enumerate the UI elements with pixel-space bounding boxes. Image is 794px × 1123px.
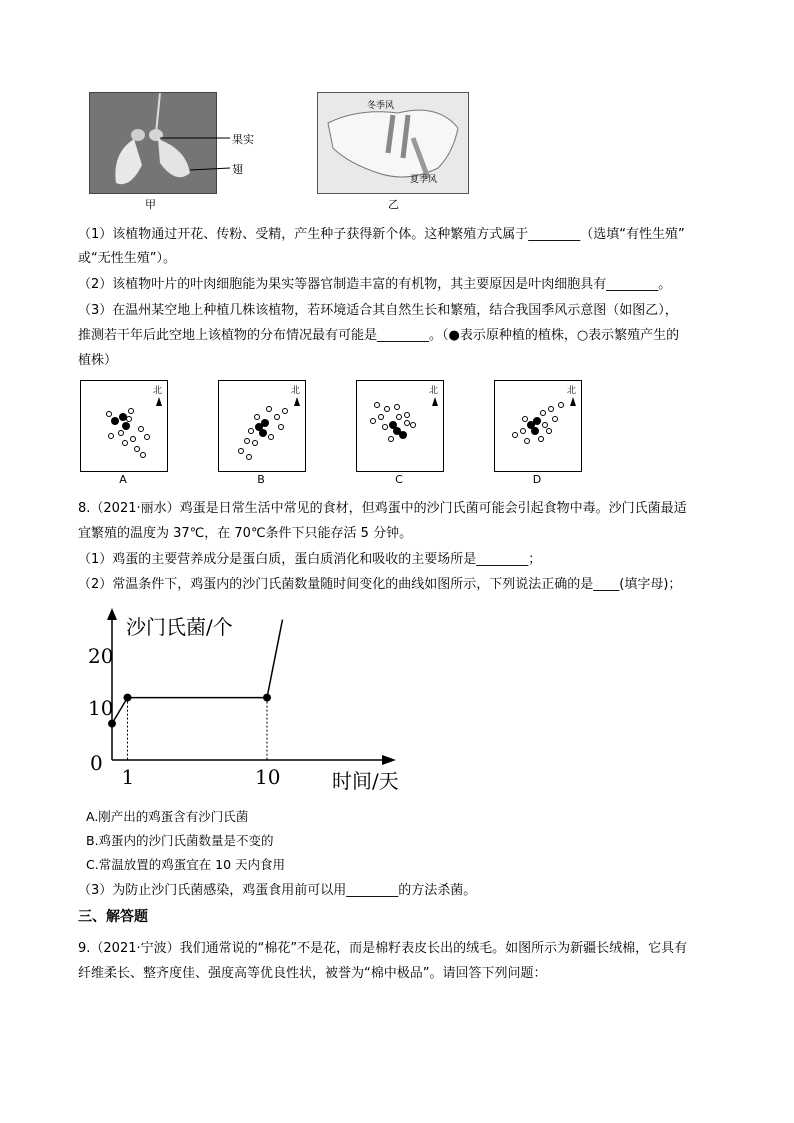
q7-sub1-line2: 或“无性生殖”）。 [78, 251, 176, 266]
q7-sub3-line2: 推测若干年后此空地上该植物的分布情况最有可能是________。（●表示原种植的植株，○表示繁殖产生的 [78, 328, 680, 343]
y-axis-label: 沙门氏菌/个 [126, 615, 233, 639]
y-axis-arrow-icon [107, 608, 117, 620]
north-arrow-icon [432, 397, 438, 406]
map-caption: 乙 [388, 198, 399, 211]
q8-option-b: B.鸡蛋内的沙门氏菌数量是不变的 [86, 833, 274, 848]
option-a-diagram [80, 380, 168, 472]
north-label: 北 [429, 386, 439, 396]
q7-sub2: （2）该植物叶片的叶肉细胞能为果实等器官制造丰富的有机物，其主要原因是叶肉细胞具有________。 [78, 277, 672, 292]
data-point [124, 694, 132, 702]
wing-label: 翅 [232, 163, 243, 176]
option-d-label: D [532, 473, 542, 486]
north-label: 北 [291, 386, 301, 396]
q8-sub2: （2）常温条件下，鸡蛋内的沙门氏菌数量随时间变化的曲线如图所示，下列说法正确的是____(填字母)； [78, 577, 682, 592]
q7-sub1-line1: （1）该植物通过开花、传粉、受精，产生种子获得新个体。这种繁殖方式属于________（选填“有性生殖” [78, 227, 685, 242]
data-point [263, 694, 271, 702]
photo-caption: 甲 [145, 198, 156, 211]
option-b-label: B [257, 473, 265, 486]
q7-sub3-line1: （3）在温州某空地上种植几株该植物，若环境适合其自然生长和繁殖，结合我国季风示意图（如图乙）， [78, 303, 678, 318]
option-b-diagram [218, 380, 306, 472]
fruit-label: 果实 [232, 133, 254, 146]
north-arrow-icon [156, 397, 162, 406]
q9-stem-line1: 9.（2021·宁波）我们通常说的“棉花”不是花，而是棉籽表皮长出的绒毛。如图所示为新疆长绒棉，它具有 [78, 941, 688, 956]
y-tick-label: 10 [88, 696, 114, 720]
north-arrow-icon [294, 397, 300, 406]
x-axis-label: 时间/天 [332, 769, 399, 793]
q8-sub1: （1）鸡蛋的主要营养成分是蛋白质，蛋白质消化和吸收的主要场所是________； [78, 552, 542, 567]
option-c-diagram [356, 380, 444, 472]
q8-sub3: （3）为防止沙门氏菌感染，鸡蛋食用前可以用________的方法杀菌。 [78, 883, 477, 898]
section-heading: 三、解答题 [78, 909, 148, 925]
data-point [108, 720, 116, 728]
q9-stem-line2: 纤维柔长、整齐度佳、强度高等优良性状，被誉为“棉中极品”。请回答下列问题： [78, 966, 547, 981]
q8-option-a: A.刚产出的鸡蛋含有沙门氏菌 [86, 809, 249, 824]
origin-label: 0 [90, 751, 103, 775]
q8-stem-line2: 宜繁殖的温度为 37℃，在 70℃条件下只能存活 5 分钟。 [78, 526, 413, 541]
photo-pointer-lines [160, 120, 240, 180]
y-tick-label: 20 [88, 644, 114, 668]
q8-option-c: C.常温放置的鸡蛋宜在 10 天内食用 [86, 857, 286, 872]
salmonella-chart [80, 600, 420, 800]
summer-monsoon-label: 夏季风 [410, 175, 438, 185]
x-tick-label: 10 [255, 765, 281, 789]
winter-monsoon-label: 冬季风 [367, 101, 395, 111]
north-arrow-icon [570, 397, 576, 406]
q8-stem-line1: 8.（2021·丽水）鸡蛋是日常生活中常见的食材，但鸡蛋中的沙门氏菌可能会引起食物中毒。沙门氏菌最适 [78, 501, 687, 516]
option-d-diagram [494, 380, 582, 472]
option-c-label: C [395, 473, 403, 486]
x-tick-label: 1 [121, 765, 135, 789]
north-label: 北 [567, 386, 577, 396]
q7-sub3-line3: 植株） [78, 353, 118, 368]
option-a-label: A [119, 473, 127, 486]
north-label: 北 [153, 386, 163, 396]
x-axis-arrow-icon [382, 755, 396, 765]
